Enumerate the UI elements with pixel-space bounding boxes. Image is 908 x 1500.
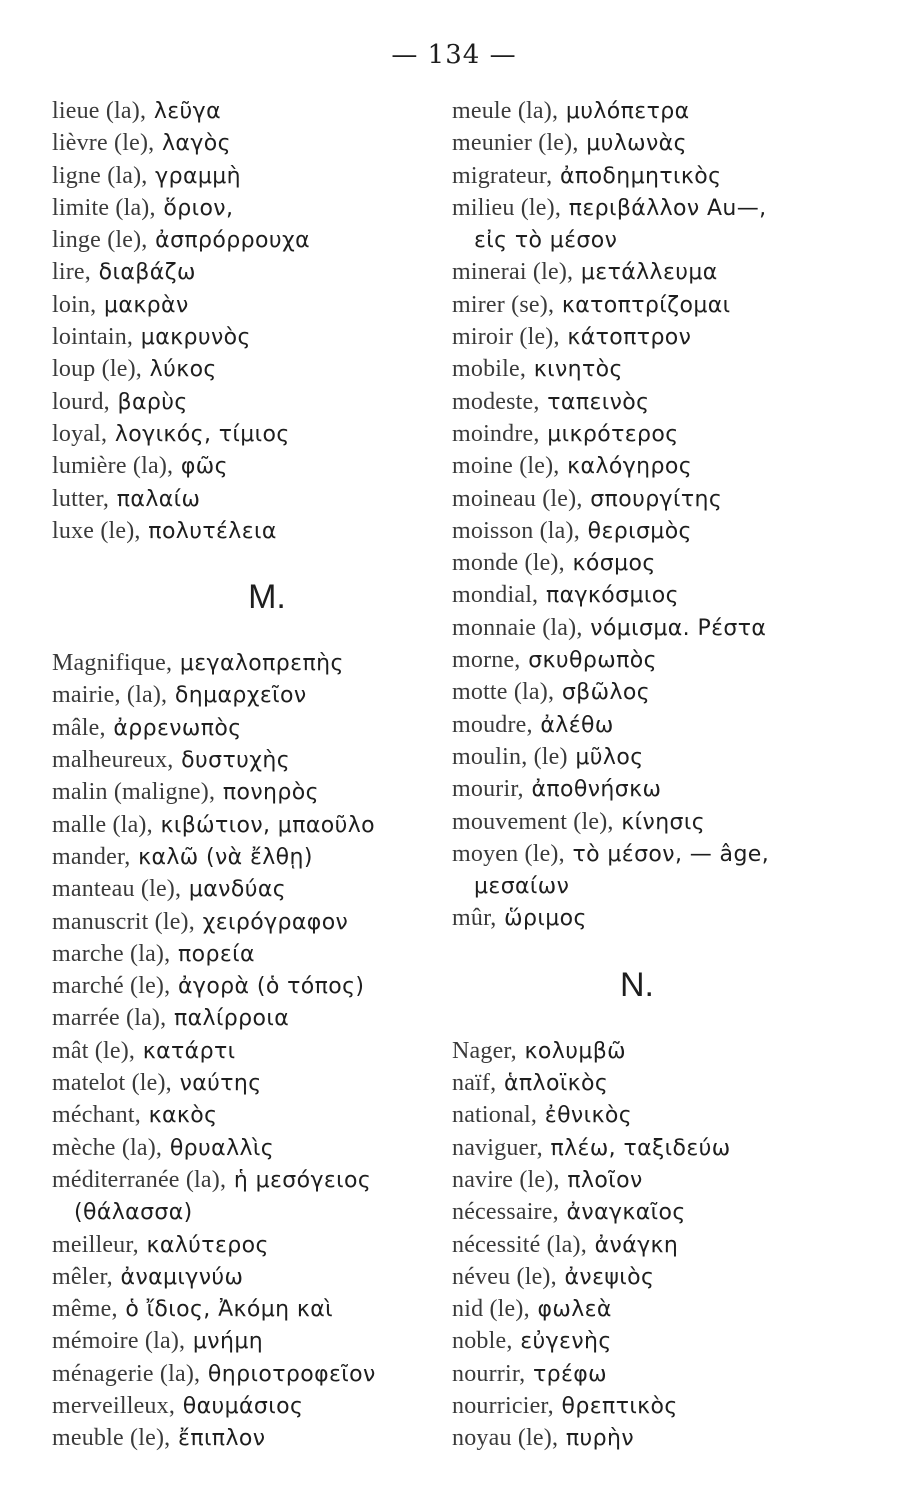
dictionary-entry (452, 1164, 892, 1196)
french-headword: limite (la), (52, 194, 156, 221)
greek-translation: ταπεινὸς (547, 389, 650, 415)
dictionary-entry (452, 321, 892, 353)
greek-translation: ἀναμιγνύω (120, 1264, 244, 1290)
greek-translation: μῦλος (575, 744, 644, 770)
greek-translation: σκυθρωπὸς (528, 648, 657, 674)
greek-translation: παγκόσμιος (545, 583, 679, 609)
dictionary-entry (452, 709, 892, 741)
greek-translation: ναύτης (179, 1071, 262, 1097)
greek-translation: θερισμὸς (587, 518, 692, 544)
greek-translation: κίνησις (621, 809, 706, 835)
greek-translation: φωλεὰ (537, 1297, 612, 1323)
french-headword: ligne (la), (52, 162, 148, 189)
dictionary-entry (52, 938, 452, 970)
greek-translation: μικρότερος (547, 421, 679, 447)
french-headword: mairie, (la), (52, 682, 168, 709)
dictionary-entry (52, 647, 452, 679)
greek-translation: πυρὴν (565, 1426, 635, 1452)
french-headword: lieue (la), (52, 98, 147, 124)
french-headword: miroir (le), (452, 324, 560, 351)
dictionary-entry (52, 1099, 452, 1131)
dictionary-entry (452, 160, 892, 192)
greek-translation: ἀναγκαῖος (566, 1200, 686, 1226)
dictionary-entry (452, 1132, 892, 1164)
greek-translation: βαρὺς (117, 389, 188, 415)
section-heading-n: N. (620, 965, 654, 1004)
greek-translation: ἀποδημητικὸς (560, 163, 722, 189)
greek-translation: ἔπιπλον (178, 1426, 266, 1452)
greek-translation: τὸ μέσον, — âge, (572, 841, 770, 867)
french-headword: matelot (le), (52, 1070, 172, 1097)
french-headword: nécessaire, (452, 1199, 559, 1226)
greek-translation: πλοῖον (567, 1167, 643, 1193)
greek-translation: μετάλλευμα (580, 260, 718, 286)
french-headword: meuble (le), (52, 1425, 171, 1452)
french-headword: marrée (la), (52, 1005, 167, 1032)
greek-translation: κατάρτι (142, 1038, 236, 1064)
section-heading-m: M. (248, 578, 286, 617)
greek-translation: πλέω, ταξιδεύω (550, 1135, 731, 1161)
dictionary-entry (52, 841, 452, 873)
french-headword: moyen (le), (452, 840, 565, 867)
french-headword: moine (le), (452, 453, 560, 480)
dictionary-entry (452, 1390, 892, 1422)
dictionary-entry (52, 353, 452, 385)
french-headword: linge (le), (52, 227, 148, 254)
greek-translation: παλίρροια (174, 1006, 290, 1032)
french-headword: mèche (la), (52, 1134, 163, 1161)
french-headword: néveu (le), (452, 1263, 557, 1290)
french-headword: Nager, (452, 1037, 517, 1064)
dictionary-entry (52, 289, 452, 321)
greek-translation: πορεία (178, 941, 255, 967)
greek-translation: λεῦγα (153, 99, 221, 124)
french-headword: même, (52, 1296, 118, 1323)
greek-translation: πολυτέλεια (148, 518, 277, 544)
french-headword: nid (le), (452, 1296, 530, 1323)
greek-translation: θρεπτικὸς (561, 1393, 678, 1419)
dictionary-entry (452, 418, 892, 450)
dictionary-entry (52, 1002, 452, 1034)
dictionary-entry (52, 906, 452, 938)
dictionary-entry (452, 579, 892, 611)
dictionary-entry (452, 612, 892, 644)
greek-translation: σβῶλος (561, 680, 651, 706)
greek-translation: τρέφω (532, 1361, 608, 1387)
dictionary-entry (52, 1196, 452, 1228)
dictionary-entry (52, 127, 452, 159)
greek-translation: μακρὰν (104, 292, 189, 318)
dictionary-entry (452, 870, 892, 902)
french-headword: lointain, (52, 324, 134, 351)
french-headword: naïf, (452, 1070, 497, 1097)
entries-m-continued-list (452, 95, 892, 935)
dictionary-entry (52, 712, 452, 744)
dictionary-entry (452, 741, 892, 773)
dictionary-entry (452, 1325, 892, 1357)
dictionary-entry (452, 1358, 892, 1390)
french-headword: navire (le), (452, 1166, 560, 1193)
greek-translation: κακὸς (148, 1103, 218, 1129)
dictionary-entry (452, 256, 892, 288)
french-headword: modeste, (452, 388, 540, 415)
greek-translation: θαυμάσιος (182, 1393, 304, 1419)
dictionary-entry (52, 192, 452, 224)
dictionary-entry (452, 353, 892, 385)
french-headword: mêler, (52, 1263, 113, 1290)
greek-translation: ἁπλοϊκὸς (503, 1071, 609, 1097)
dictionary-entry (52, 1067, 452, 1099)
greek-translation: χειρόγραφον (202, 909, 349, 935)
dictionary-entry (452, 483, 892, 515)
entries-m-list (52, 647, 452, 1454)
french-headword: Magnifique, (52, 650, 173, 677)
dictionary-entry (52, 1132, 452, 1164)
french-headword: mourir, (452, 776, 524, 803)
french-headword: mûr, (452, 905, 497, 932)
french-headword: mémoire (la), (52, 1328, 186, 1355)
dictionary-entry (52, 679, 452, 711)
french-headword: national, (452, 1102, 538, 1129)
french-headword: noble, (452, 1328, 513, 1355)
greek-translation: μεσαίων (474, 874, 570, 900)
greek-translation: ἀνάγκη (594, 1232, 679, 1258)
greek-translation: περιβάλλον Au—, (568, 195, 767, 221)
greek-translation: κολυμβῶ (524, 1038, 626, 1064)
right-column (452, 95, 892, 1455)
dictionary-entry (52, 95, 452, 127)
dictionary-entry (52, 386, 452, 418)
dictionary-entry (452, 773, 892, 805)
dictionary-entry (52, 256, 452, 288)
dictionary-entry (452, 644, 892, 676)
greek-translation: ὅριον, (163, 195, 234, 221)
greek-translation: ἀρρενωπὸς (113, 715, 242, 741)
french-headword: mondial, (452, 582, 539, 609)
french-headword: morne, (452, 647, 521, 674)
greek-translation: ἐθνικὸς (544, 1103, 633, 1129)
french-headword: malin (maligne), (52, 779, 216, 806)
dictionary-entry (452, 515, 892, 547)
french-headword: méditerranée (la), (52, 1166, 227, 1193)
dictionary-entry (452, 838, 892, 870)
dictionary-entry (52, 450, 452, 482)
dictionary-entry (52, 1229, 452, 1261)
dictionary-entry (452, 1067, 892, 1099)
french-headword: milieu (le), (452, 194, 562, 221)
greek-translation: ἀνεψιὸς (564, 1264, 655, 1290)
greek-translation: πονηρὸς (222, 780, 319, 806)
dictionary-entry (452, 676, 892, 708)
dictionary-entry (52, 515, 452, 547)
french-headword: méchant, (52, 1102, 141, 1129)
dictionary-entry (452, 806, 892, 838)
greek-translation: λογικός, τίμιος (114, 421, 290, 447)
dictionary-entry (52, 873, 452, 905)
greek-translation: ἀλέθω (540, 712, 614, 738)
greek-translation: κινητὸς (533, 357, 623, 383)
french-headword: loin, (52, 291, 97, 318)
french-headword: manuscrit (le), (52, 908, 195, 935)
dictionary-entry (452, 450, 892, 482)
french-headword: loup (le), (52, 356, 142, 383)
dictionary-entry (52, 483, 452, 515)
dictionary-entry (452, 1229, 892, 1261)
greek-translation: ὁ ἴδιος, Ἀκόμη καὶ (125, 1297, 333, 1323)
greek-translation: ἀποθνήσκω (531, 777, 662, 803)
french-headword: lumière (la), (52, 453, 174, 480)
french-headword: migrateur, (452, 162, 553, 189)
greek-translation: μνήμη (192, 1329, 264, 1355)
french-headword: nécessité (la), (452, 1231, 587, 1258)
french-headword: marche (la), (52, 940, 171, 967)
french-headword: monnaie (la), (452, 614, 583, 641)
greek-translation: θρυαλλὶς (169, 1135, 275, 1161)
french-headword: mât (le), (52, 1037, 136, 1064)
dictionary-entry (452, 1293, 892, 1325)
french-headword: mâle, (52, 714, 106, 741)
entries-l-list (52, 95, 452, 547)
greek-translation: καλόγηρος (567, 454, 693, 480)
dictionary-entry (52, 1035, 452, 1067)
greek-translation: μυλωνὰς (586, 131, 687, 157)
french-headword: moindre, (452, 420, 540, 447)
greek-translation: διαβάζω (98, 260, 196, 286)
dictionary-entry (452, 902, 892, 934)
greek-translation: φῶς (180, 454, 228, 480)
dictionary-entry (452, 1261, 892, 1293)
dictionary-entry (52, 321, 452, 353)
french-headword: motte (la), (452, 679, 555, 706)
dictionary-entry (452, 224, 892, 256)
greek-translation: γραμμὴ (155, 163, 241, 189)
french-headword: luxe (le), (52, 517, 141, 544)
greek-translation: ὥριμος (504, 906, 587, 932)
greek-translation: παλαίω (116, 486, 201, 512)
dictionary-entry (452, 1196, 892, 1228)
french-headword: nourricier, (452, 1392, 554, 1419)
french-headword: lièvre (le), (52, 130, 155, 157)
french-headword: malle (la), (52, 811, 153, 838)
page-number: — 134 — (391, 40, 517, 70)
french-headword: merveilleux, (52, 1392, 176, 1419)
french-headword: moineau (le), (452, 485, 583, 512)
greek-translation: εὐγενὴς (520, 1329, 612, 1355)
entries-n-list (452, 1035, 892, 1455)
greek-translation: λαγὸς (162, 131, 231, 157)
dictionary-entry (452, 386, 892, 418)
french-headword: mobile, (452, 356, 527, 383)
greek-translation: μακρυνὸς (140, 325, 251, 351)
dictionary-entry (52, 1422, 452, 1454)
french-headword: moudre, (452, 711, 533, 738)
french-headword: mirer (se), (452, 291, 555, 318)
greek-translation: ἀγορὰ (ὁ τόπος) (178, 974, 365, 1000)
french-headword: loyal, (52, 420, 108, 447)
dictionary-entry (452, 95, 892, 127)
dictionary-entry (52, 1390, 452, 1422)
dictionary-entry (452, 1035, 892, 1067)
greek-translation: καλύτερος (146, 1232, 269, 1258)
dictionary-entry (52, 776, 452, 808)
greek-translation: κόσμος (572, 551, 656, 577)
french-headword: meule (la), (452, 98, 559, 124)
french-headword: lourd, (52, 388, 110, 415)
french-headword: moulin, (le) (452, 743, 568, 770)
french-headword: naviguer, (452, 1134, 543, 1161)
dictionary-entry (52, 1293, 452, 1325)
dictionary-entry (52, 809, 452, 841)
dictionary-entry (52, 744, 452, 776)
greek-translation: (θάλασσα) (74, 1200, 193, 1226)
greek-translation: νόμισμα. Ρέστα (590, 615, 767, 641)
french-headword: meunier (le), (452, 130, 579, 157)
greek-translation: κάτοπτρον (567, 325, 692, 351)
dictionary-entry (52, 1358, 452, 1390)
french-headword: nourrir, (452, 1360, 526, 1387)
dictionary-entry (52, 418, 452, 450)
dictionary-entry (52, 1261, 452, 1293)
greek-translation: μεγαλοπρεπὴς (179, 651, 344, 677)
french-headword: noyau (le), (452, 1425, 559, 1452)
left-column (52, 95, 452, 1455)
greek-translation: κατοπτρίζομαι (561, 292, 731, 318)
dictionary-entry (52, 970, 452, 1002)
french-headword: minerai (le), (452, 259, 574, 286)
greek-translation: ἡ μεσόγειος (233, 1167, 372, 1193)
dictionary-entry (452, 289, 892, 321)
greek-translation: δημαρχεῖον (174, 683, 307, 709)
greek-translation: θηριοτροφεῖον (207, 1361, 376, 1387)
greek-translation: λύκος (149, 357, 217, 383)
french-headword: ménagerie (la), (52, 1360, 201, 1387)
french-headword: monde (le), (452, 550, 565, 577)
dictionary-entry (52, 1164, 452, 1196)
greek-translation: καλῶ (νὰ ἔλθῃ) (138, 844, 313, 870)
dictionary-entry (52, 1325, 452, 1357)
greek-translation: κιβώτιον, μπαοῦλο (160, 812, 376, 838)
french-headword: meilleur, (52, 1231, 139, 1258)
french-headword: lutter, (52, 485, 110, 512)
dictionary-entry (452, 547, 892, 579)
dictionary-entry (52, 160, 452, 192)
french-headword: malheureux, (52, 747, 174, 774)
french-headword: mander, (52, 843, 131, 870)
greek-translation: ἀσπρόρρουχα (155, 228, 311, 254)
french-headword: marché (le), (52, 973, 171, 1000)
dictionary-entry (52, 224, 452, 256)
french-headword: manteau (le), (52, 876, 182, 903)
french-headword: moisson (la), (452, 517, 580, 544)
greek-translation: δυστυχὴς (181, 748, 291, 774)
dictionary-entry (452, 1422, 892, 1454)
greek-translation: μανδύας (188, 877, 287, 903)
dictionary-entry (452, 192, 892, 224)
greek-translation: μυλόπετρα (565, 99, 690, 124)
greek-translation: σπουργίτης (590, 486, 723, 512)
greek-translation: εἰς τὸ μέσον (474, 228, 618, 254)
dictionary-entry (452, 1099, 892, 1131)
dictionary-entry (452, 127, 892, 159)
french-headword: lire, (52, 259, 91, 286)
french-headword: mouvement (le), (452, 808, 614, 835)
